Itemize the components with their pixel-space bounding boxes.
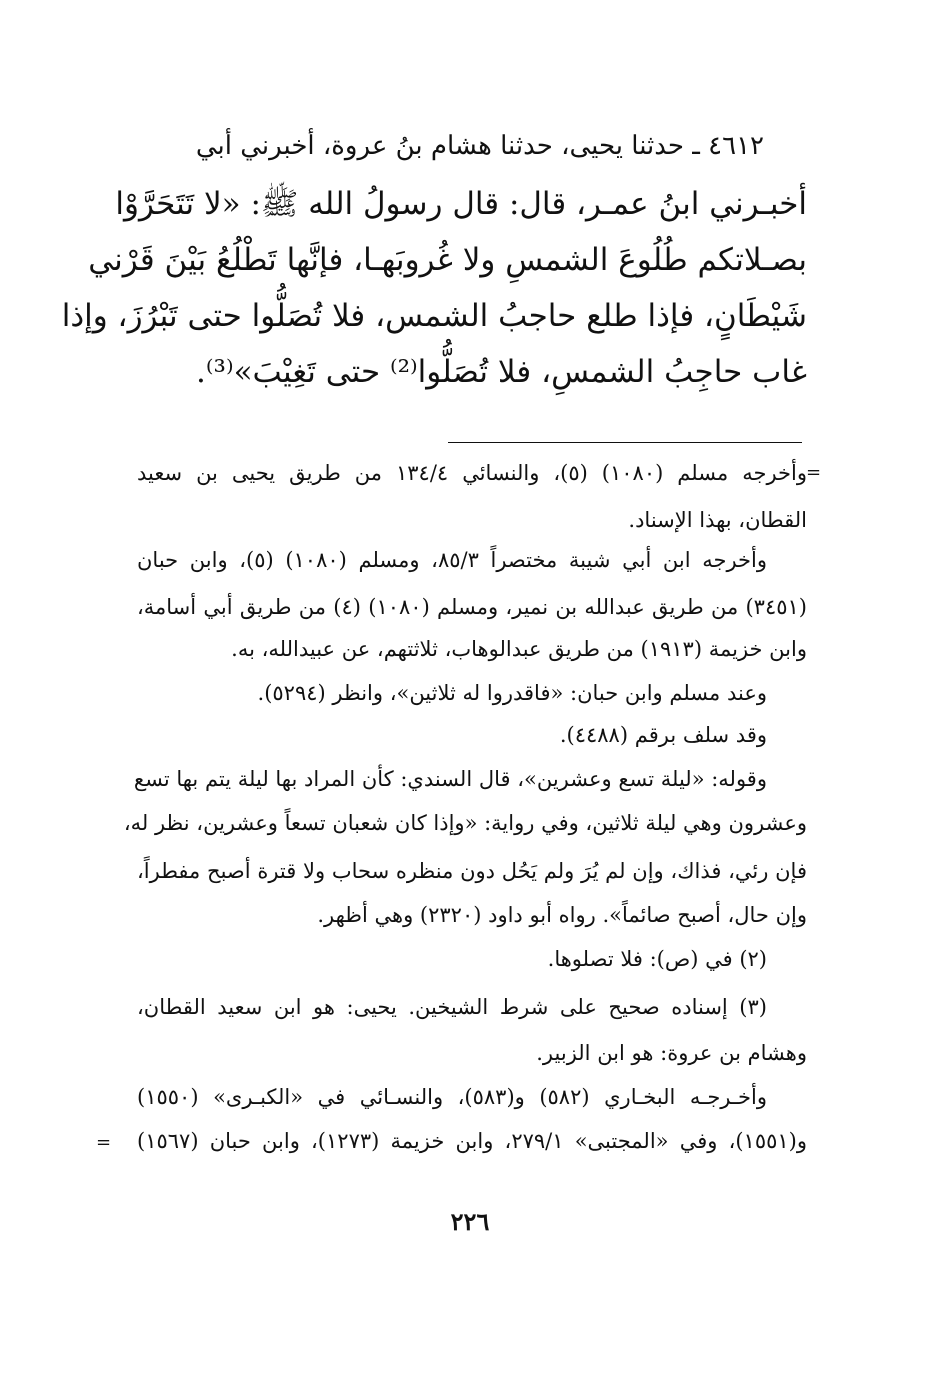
footnote-3: (٣) إسناده صحيح على شرط الشيخين. يحيى: هو ابن سعيد القطان،: [137, 995, 767, 1019]
hadith-line: أخبـرني ابنُ عمـر، قال: قال رسولُ الله ﷺ: «لا تَتَحَرَّوْا: [115, 186, 807, 222]
hadith-line: شَيْطَانٍ، فإذا طلع حاجبُ الشمس، فلا تُصَلُّوا حتى تَبْرُزَ، وإذا: [61, 298, 807, 334]
hadith-line: غاب حاجِبُ الشمسِ، فلا تُصَلُّوا⁽²⁾ حتى تَغِيْبَ»⁽³⁾.: [196, 354, 807, 390]
hadith-heading: ٤٦١٢ ـ حدثنا يحيى، حدثنا هشام بنُ عروة، أخبرني أبي: [195, 131, 764, 161]
footnote-line: وأخـرجـه البخـاري (٥٨٢) و(٥٨٣)، والنسـائي في «الكبـرى» (١٥٥٠): [137, 1085, 768, 1109]
footnote-line: (٣٤٥١) من طريق عبدالله بن نمير، ومسلم (١٠٨٠) (٤) من طريق أبي أسامة،: [137, 595, 807, 619]
footnote-line: وعشرون وهي ليلة ثلاثين، وفي رواية: «وإذا كان شعبان تسعاً وعشرين، نظر له،: [123, 811, 807, 835]
footnote-line: وأخرجه مسلم (١٠٨٠) (٥)، والنسائي ١٣٤/٤ من طريق يحيى بن سعيد: [137, 461, 807, 485]
footnote-line: القطان، بهذا الإسناد.: [628, 508, 807, 532]
hadith-line: بصـلاتكم طُلُوعَ الشمسِ ولا غُروبَهـا، فإنَّها تَطْلُعُ بَيْنَ قَرْني: [88, 242, 807, 278]
footnote-line: وقوله: «ليلة تسع وعشرين»، قال السندي: كأن المراد بها ليلة يتم بها تسع: [133, 767, 767, 791]
footnote-line: وأخرجه ابن أبي شيبة مختصراً ٨٥/٣، ومسلم (١٠٨٠) (٥)، وابن حبان: [137, 548, 768, 572]
continuation-mark-start: =: [806, 462, 822, 483]
continuation-mark-end: =: [96, 1132, 112, 1153]
footnote-line: و(١٥٥١)، وفي «المجتبى» ٢٧٩/١، وابن خزيمة (١٢٧٣)، وابن حبان (١٥٦٧): [137, 1129, 808, 1153]
footnote-line: وعند مسلم وابن حبان: «فاقدروا له ثلاثين»، وانظر (٥٢٩٤).: [257, 681, 767, 705]
footnote-line: فإن رئي، فذاك، وإن لم يُرَ ولم يَحُل دون منظره سحاب ولا قترة أصبح مفطراً،: [137, 859, 807, 883]
footnote-separator: [448, 442, 802, 443]
footnote-2: (٢) في (ص): فلا تصلوها.: [547, 947, 767, 971]
footnote-line: وهشام بن عروة: هو ابن الزبير.: [536, 1041, 807, 1065]
page-number: ٢٢٦: [450, 1207, 490, 1236]
footnote-line: وقد سلف برقم (٤٤٨٨).: [559, 723, 767, 747]
footnote-line: وابن خزيمة (١٩١٣) من طريق عبدالوهاب، ثلاثتهم، عن عبيدالله، به.: [231, 637, 807, 661]
footnote-line: وإن حال، أصبح صائماً». رواه أبو داود (٢٣٢٠) وهي أظهر.: [317, 903, 807, 927]
